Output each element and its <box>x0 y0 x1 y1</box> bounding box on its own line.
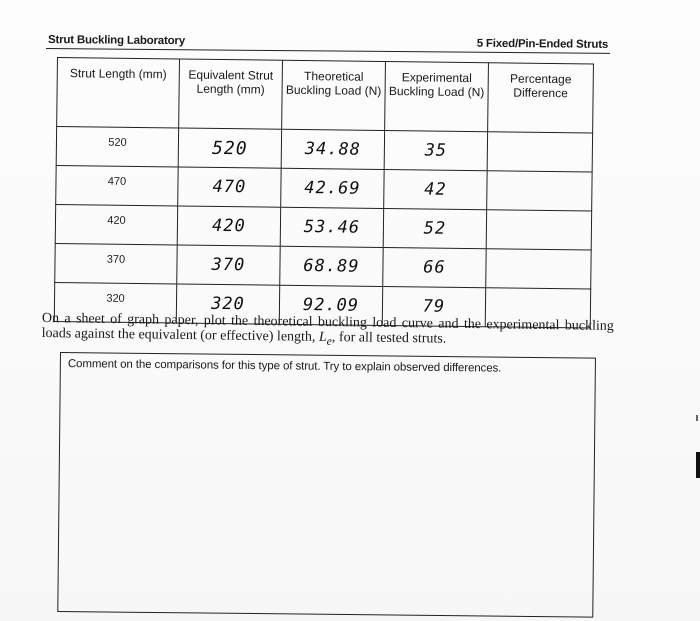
page-header <box>46 26 610 54</box>
results-table <box>54 57 594 329</box>
percentage-difference-cell[interactable] <box>486 210 591 250</box>
page-edge-binding <box>696 452 700 478</box>
page-edge-mark <box>696 415 698 421</box>
theoretical-load-cell[interactable]: 42.69 <box>281 168 384 208</box>
instruction-text: On a sheet of graph paper, plot the theoretical buckling load curve and the experimental buckling loads against the equivalent (or effective) length, <box>41 311 614 345</box>
equivalent-length-cell[interactable]: 320 <box>176 284 279 324</box>
table-header-row <box>57 58 594 134</box>
strut-length-cell: 420 <box>55 204 177 244</box>
length-subscript: e <box>326 334 332 348</box>
equivalent-length-cell[interactable]: 370 <box>177 245 280 285</box>
instruction-text-end: , for all tested struts. <box>331 330 447 347</box>
table-row <box>56 165 592 211</box>
lab-title: Strut Buckling Laboratory <box>48 34 185 48</box>
strut-length-cell: 320 <box>54 282 176 322</box>
theoretical-load-cell[interactable]: 92.09 <box>279 285 382 325</box>
theoretical-load-cell[interactable]: 34.88 <box>281 129 384 169</box>
experimental-load-cell[interactable]: 52 <box>383 209 486 249</box>
length-symbol: $L_e$ <box>318 329 332 348</box>
section-title: 5 Fixed/Pin-Ended Struts <box>476 37 609 51</box>
experimental-load-cell[interactable]: 79 <box>382 286 485 326</box>
strut-length-cell: 470 <box>56 165 178 205</box>
strut-length-cell: 370 <box>55 243 177 283</box>
equivalent-length-cell[interactable]: 420 <box>177 206 280 246</box>
equivalent-length-cell[interactable]: 470 <box>178 167 281 207</box>
column-header-percentage-difference: Percentage Difference <box>488 63 594 133</box>
theoretical-load-cell[interactable]: 68.89 <box>280 246 383 286</box>
percentage-difference-cell[interactable] <box>487 132 592 172</box>
table-row <box>55 204 591 250</box>
column-header-theoretical-load: Theoretical Buckling Load (N) <box>282 60 386 130</box>
strut-length-cell: 520 <box>56 127 178 167</box>
experimental-load-cell[interactable]: 42 <box>384 170 487 210</box>
equivalent-length-cell[interactable]: 520 <box>178 128 281 168</box>
column-header-experimental-load: Experimental Buckling Load (N) <box>385 62 489 132</box>
results-table-container <box>54 57 593 329</box>
graph-instruction <box>42 311 614 353</box>
percentage-difference-cell[interactable] <box>486 249 591 289</box>
experimental-load-cell[interactable]: 35 <box>384 131 487 171</box>
comment-box[interactable] <box>57 352 596 618</box>
column-header-strut-length: Strut Length (mm) <box>57 58 180 128</box>
comment-prompt: Comment on the comparisons for this type of strut. Try to explain observed differences. <box>67 358 502 375</box>
experimental-load-cell[interactable]: 66 <box>383 247 486 287</box>
percentage-difference-cell[interactable] <box>487 171 592 211</box>
table-row <box>56 127 592 173</box>
theoretical-load-cell[interactable]: 53.46 <box>280 207 383 247</box>
table-row <box>55 243 591 289</box>
column-header-equivalent-length: Equivalent Strut Length (mm) <box>179 59 283 129</box>
